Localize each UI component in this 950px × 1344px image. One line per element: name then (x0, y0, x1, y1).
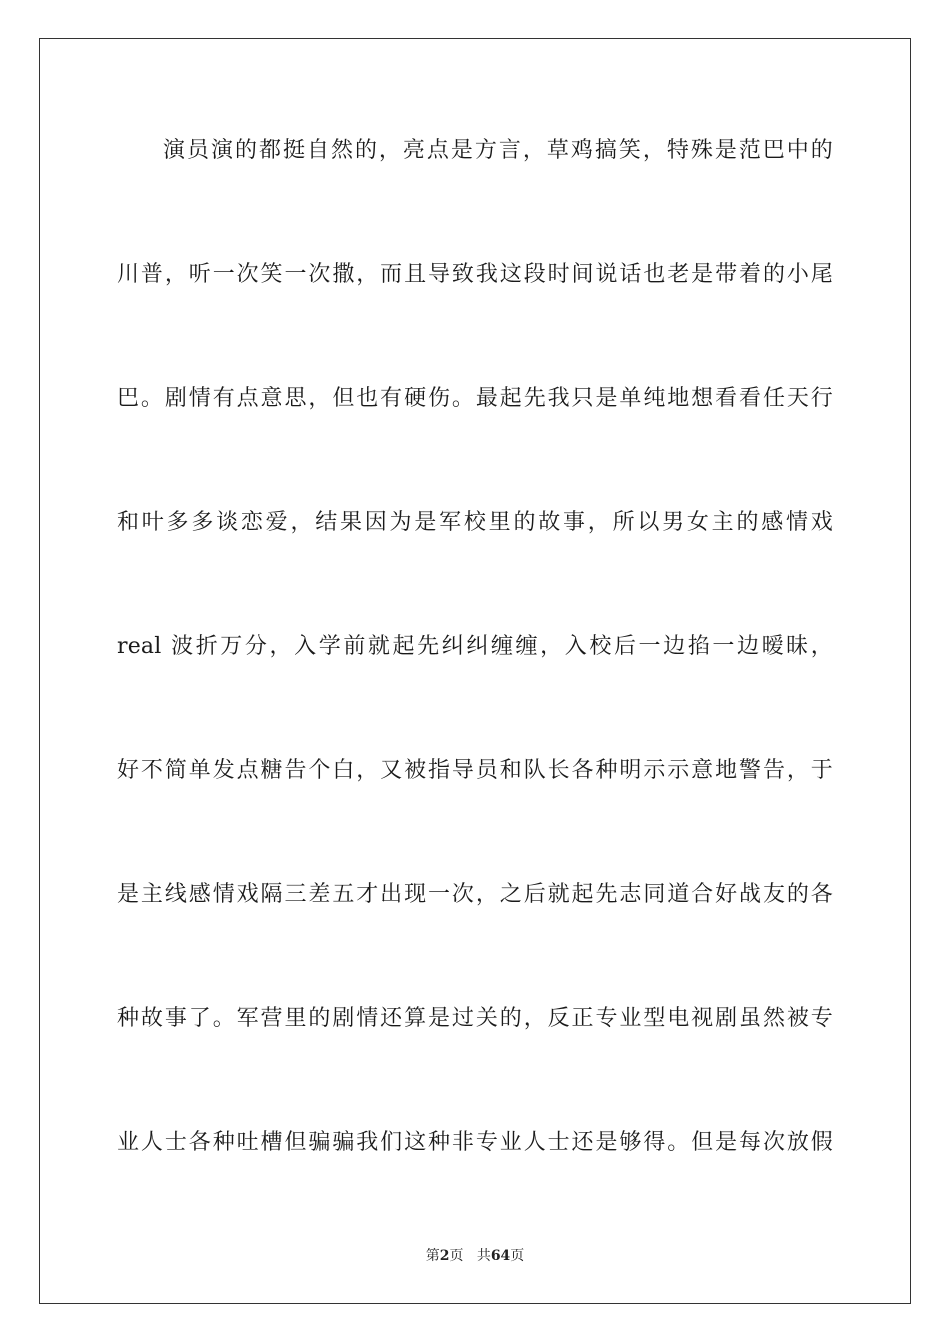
text-line-9: 业人士各种吐槽但骗骗我们这种非专业人士还是够得。但是每次放假 (117, 1130, 833, 1155)
total-pages: 64 (490, 1248, 511, 1264)
text-line-7: 是主线感情戏隔三差五才出现一次，之后就起先志同道合好战友的各 (117, 882, 833, 907)
page-border (39, 38, 911, 1304)
text-line-8: 种故事了。军营里的剧情还算是过关的，反正专业型电视剧虽然被专 (117, 1006, 833, 1031)
page-suffix: 页 (449, 1248, 464, 1264)
text-line-4: 和叶多多谈恋爱，结果因为是军校里的故事，所以男女主的感情戏 (117, 510, 833, 535)
text-line-3: 巴。剧情有点意思，但也有硬伤。最起先我只是单纯地想看看任天行 (117, 386, 833, 411)
total-prefix: 共 (476, 1248, 491, 1264)
text-line-5: real 波折万分，入学前就起先纠纠缠缠，入校后一边掐一边暧昧， (117, 634, 833, 659)
page-prefix: 第 (425, 1248, 440, 1264)
page-footer (0, 1246, 950, 1266)
text-line-6: 好不简单发点糖告个白，又被指导员和队长各种明示示意地警告，于 (117, 758, 833, 783)
page-number: 2 (439, 1248, 450, 1264)
text-line-2: 川普，听一次笑一次撒，而且导致我这段时间说话也老是带着的小尾 (117, 262, 833, 287)
text-line-1: 演员演的都挺自然的，亮点是方言，草鸡搞笑，特殊是范巴中的 (163, 138, 833, 163)
total-suffix: 页 (510, 1248, 525, 1264)
